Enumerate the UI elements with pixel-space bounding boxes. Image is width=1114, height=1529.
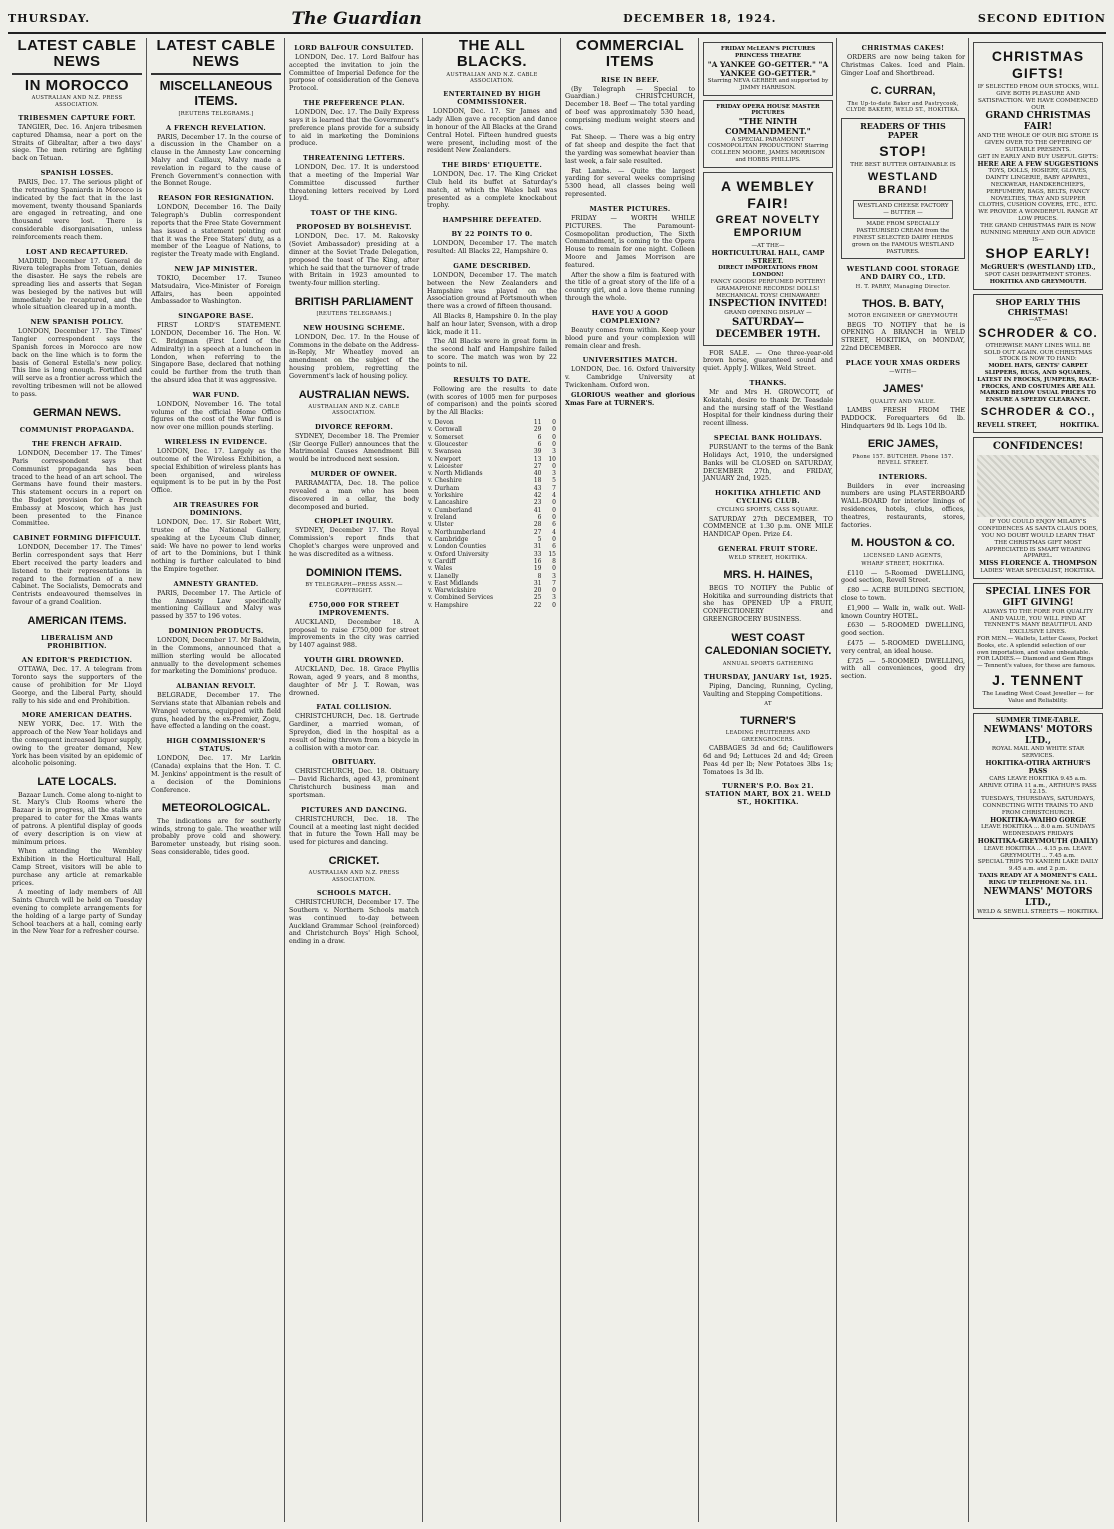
article-text: AUCKLAND, Dec. 18. Grace Phyllis Rowan, aged 9 years, and 8 months, daughter of Mr J. T. Rowan, was drowned.: [289, 665, 419, 697]
section-head: BY 22 POINTS TO 0.: [451, 230, 533, 239]
article-text: NEW YORK, Dec. 17. With the approach of the New Year holidays and the consequent increased liquor supply, owing to the greater demand, New York has been visited by an epidemic of alcoholic poisoning.: [12, 720, 142, 768]
illustration-image: [977, 455, 1099, 517]
article-text: PARIS, December 17. The Article of the Amnesty Law specifically mentioning Caillaux and Malvy was passed by 357 to 196 votes.: [151, 588, 281, 621]
table-cell: 4: [552, 492, 556, 500]
property-listing: £475 — 5-ROOMED DWELLING, very central, an ideal house.: [841, 639, 965, 655]
table-cell: v. North Midlands: [428, 470, 483, 478]
advert-confidences: CONFIDENCES! IF YOU COULD ENJOY MILADY'S CONFIDENCES AS SANTA CLAUS DOES, YOU NO DOUBT WOULD LEARN THAT THE CHRISTMAS GIFT MOST APPRECIATED IS SMART WEARING APPAREL. MISS FLORENCE A. THOMPSON LADIES' WEAR SPECIALIST, HOKITIKA.: [973, 437, 1103, 579]
section-head: THANKS.: [749, 378, 787, 387]
table-cell: 7: [552, 579, 556, 587]
table-row: [427, 602, 557, 609]
table-cell: v. Somerset: [428, 433, 464, 441]
section-head: RISE IN BEEF.: [601, 75, 659, 84]
section-head: LIBERALISM AND PROHIBITION.: [40, 634, 114, 651]
table-row: [427, 426, 557, 433]
table-cell: 6: [552, 521, 556, 529]
article-text: LONDON, December 17. Mr Baldwin, in the Commons, announced that a million sterling would be allocated annually to the development schemes for marketing the Dominions' produce.: [151, 636, 281, 676]
column-5: [560, 38, 699, 1522]
property-listing: £1,900 — Walk in, walk out. Well-known Country HOTEL.: [841, 603, 965, 620]
table-row: [427, 441, 557, 448]
subhead: MOTOR ENGINEER OF GREYMOUTH: [848, 313, 958, 320]
article-text: A meeting of lady members of All Saints Church will be held on Tuesday evening to complete arrangements for the holding of a large party of Sunday School teachers at a hall, coming early in the New Year for a refresher course.: [12, 888, 142, 936]
section-head: RESULTS TO DATE.: [453, 375, 531, 384]
table-cell: 8: [537, 572, 542, 580]
table-row: [427, 536, 557, 543]
article-text: Bazaar Lunch. Come along to-night to St. Mary's Club Rooms where the Bazaar is in progress, all the stalls are prepared to cater for the Xmas wants of patrons. A plentiful display of goods of every description is on view at minimum prices.: [12, 790, 142, 846]
section-head: DIVORCE REFORM.: [314, 422, 394, 431]
table-row: [427, 492, 557, 499]
subhead: AT: [764, 700, 772, 707]
section-head: HIGH COMMISSIONER'S STATUS.: [166, 737, 266, 754]
advert-name: ERIC JAMES,: [867, 438, 939, 451]
subhead: LEADING FRUITERERS AND GREENGROCERS.: [725, 730, 811, 743]
advert-name: THOS. B. BATY,: [862, 297, 944, 310]
article-text: PARIS, Dec. 17. The serious plight of the retreating Spaniards in Morocco is indicated by the fact that in the last movement, twenty thousand Spaniards are engaged in retreating, and one thousand were lost. There is considerable disorganisation, unless reinforcements reach them.: [12, 178, 142, 241]
subhead: WELD STREET, HOKITIKA.: [728, 555, 808, 562]
advert-text: LAMBS FRESH FROM THE PADDOCK. Forequarters 6d lb. Hindquarters 9d lb. Legs 10d lb.: [841, 405, 965, 430]
table-cell: 25: [533, 594, 542, 602]
table-cell: 28: [533, 521, 542, 529]
section-head: NEW JAP MINISTER.: [174, 265, 258, 273]
article-text: LONDON, Dec. 17. The King Cricket Club held its buffet at Saturday's match, at which the Wales ball was presented as a complete knockabout trophy.: [427, 170, 557, 210]
table-cell: 3: [552, 572, 556, 580]
headline: THE ALL BLACKS.: [456, 38, 528, 70]
section-head: PLACE YOUR XMAS ORDERS: [845, 358, 961, 367]
column-6: [698, 38, 837, 1522]
subhead: ANNUAL SPORTS GATHERING: [722, 660, 814, 667]
table-cell: 33: [533, 550, 542, 558]
section-head: NEW HOUSING SCHEME.: [303, 323, 405, 332]
masthead-date: DECEMBER 18, 1924.: [623, 12, 777, 26]
section-head: SPANISH LOSSES.: [40, 169, 114, 178]
table-cell: 3: [552, 470, 556, 478]
table-row: [427, 514, 557, 521]
section-head: THURSDAY, JANUARY 1st, 1925.: [703, 673, 833, 681]
article-text: LONDON, Dec. 17. Sir James and Lady Allen gave a reception and dance in honour of the All Blacks at the Grand Central Hotel. Fifteen hundred guests were present, including most of the resident New Zealanders.: [427, 107, 557, 155]
section-head: THE FRENCH AFRAID.: [31, 440, 123, 449]
table-cell: v. Durham: [428, 484, 460, 492]
section-head: CABINET FORMING DIFFICULT.: [12, 534, 141, 543]
table-row: [427, 485, 557, 492]
article-text: LONDON, Dec. 17. In the House of Commons in the debate on the Address-in-Reply, Mr Wheatley moved an amendment on the subject of the housing problem, regretting the Government's lack of housing policy.: [289, 332, 419, 380]
article-text: LONDON, December 17. The Times' Tangier correspondent says the Spanish forces in Morocco are now back on the line which is to form the basis of General Estella's new policy. This line is long enough. Fortified and will serve as a frontier across which the revolting tribesmen will not be allowed to pass.: [12, 327, 142, 398]
masthead-day: THURSDAY.: [8, 12, 91, 26]
headline: DOMINION ITEMS.: [306, 566, 402, 579]
section-head: SPECIAL BANK HOLIDAYS.: [713, 434, 823, 443]
article-text: LONDON, Dec. 17. M. Rakovsky (Soviet Ambassador) presiding at a dinner at the Soviet Trade Delegation, proposed the toast of The King, after which he said that the turnover of trade with Britain in 1923 amounted to twenty-four million sterling.: [289, 232, 419, 288]
table-cell: 27: [533, 462, 542, 470]
article-text: LONDON, Dec. 17. It is understood that a meeting of the Imperial War Committee discussed further threatening letters received by Lord Lloyd.: [289, 163, 419, 203]
table-cell: 6: [552, 543, 556, 551]
advert-text: FOR SALE. — One three-year-old brown horse, guaranteed sound and quiet. Apply J. Wilkes, Weld Street.: [703, 348, 833, 373]
masthead: [8, 6, 1106, 34]
section-head: THREATENING LETTERS.: [303, 154, 405, 163]
column-4: [422, 38, 561, 1522]
table-row: [427, 558, 557, 565]
table-cell: 23: [533, 499, 542, 507]
article-text: LONDON, December 17. The match between the New Zealanders and Hampshire was played on the Association ground at Portsmouth when there was a crowd of fifteen thousand.: [427, 270, 557, 311]
advert-name: C. CURRAN,: [870, 85, 936, 98]
table-cell: 15: [548, 550, 556, 558]
section-head: PROPOSED BY BOLSHEVIST.: [296, 223, 412, 232]
property-listing: £630 — 5-ROOMED DWELLING, good section.: [841, 621, 965, 638]
table-cell: 0: [552, 535, 556, 543]
advert-tennent: SPECIAL LINES FOR GIFT GIVING! ALWAYS TO THE FORE FOR QUALITY AND VALUE, YOU WILL FIND AT TENNENT'S MANY BEAUTIFUL AND EXCLUSIVE LINES. FOR MEN.— Wallets, Letter Cases, Pocket Books, etc. A splendid selection of our own importation, and value unbeatable. FOR LADIES.— Diamond and Gem Rings — Tennent's values, for these are famous. J. TENNENT The Leading West Coast Jeweller — for Value and Reliability.: [973, 583, 1103, 709]
table-cell: 5: [552, 477, 556, 485]
section-head: PICTURES AND DANCING.: [301, 805, 407, 814]
table-cell: 5: [537, 535, 542, 543]
table-cell: 13: [533, 455, 542, 463]
headline: MISCELLANEOUS ITEMS.: [159, 77, 273, 109]
article-text: PARIS, December 17. In the course of a discussion in the Chamber on a clause in the Amnesty Law concerning Malvy and Caillaux, Malvy made a revelation in regard to the cause of French Government's connection with the Bonnet Rouge.: [151, 132, 281, 188]
article-text: CHRISTCHURCH, Dec. 18. Obituary — David Richards, aged 43, prominent Christchurch business man and sportsman.: [289, 767, 419, 799]
masthead-edition: SECOND EDITION: [977, 12, 1106, 26]
table-cell: 7: [552, 484, 556, 492]
column-1: [8, 38, 146, 1522]
table-cell: v. Cornwall: [428, 426, 462, 434]
section-head: OBITUARY.: [331, 758, 377, 767]
results-table: [427, 419, 557, 609]
article-text: TANGIER, Dec. 16. Anjera tribesmen captured Dhamsa, near a port on the Straits of Gibraltar, after a two days' siege. The men retiring are fighting back on Tetuan.: [12, 122, 142, 163]
headline: IN MOROCCO: [24, 76, 130, 94]
article-text: LONDON, November 16. The total volume of the official Home Office figures on the cost of the War fund is now over one million pounds sterling.: [151, 399, 281, 432]
table-row: [427, 463, 557, 470]
article-text: CHRISTCHURCH, December 17. The Southern v. Northern Schools match was continued to-day between Auckland Grammar School (reinforced) and Christchurch Boys' High School, ending in a draw.: [289, 898, 419, 946]
table-cell: 0: [552, 587, 556, 595]
section-head: THE BIRDS' ETIQUETTE.: [441, 161, 543, 170]
advert-christmas-gifts: CHRISTMAS GIFTS! IF SELECTED FROM OUR STOCKS, WILL GIVE BOTH PLEASURE AND SATISFACTION. WE HAVE COMMENCED OUR GRAND CHRISTMAS FAIR! AND THE WHOLE OF OUR BIG STORE IS GIVEN OVER TO THE OFFERING OF SUITABLE PRESENTS. GET IN EARLY AND BUY USEFUL GIFTS: HERE ARE A FEW SUGGESTIONS TOYS, DOLLS, HOSIERY, GLOVES, DAINTY LINGERIE, BABY APPAREL, NECKWEAR, HANDKERCHIEFS, PERFUMERY, BAGS, BELTS, FANCY NOVELTIES, TRAY AND SUPPER CLOTHS, CUSHION COVERS, ETC., ETC. WE PROVIDE A WONDERFUL RANGE AT LOW PRICES. THE GRAND CHRISTMAS FAIR IS NOW RUNNING MERRILY AND OUR ADVICE IS— SHOP EARLY! McGRUER'S (WESTLAND) LTD., SPOT CASH DEPARTMENT STORES. HOKITIKA AND GREYMOUTH.: [973, 42, 1103, 290]
table-cell: 40: [533, 470, 542, 478]
article-text: (By Telegraph — Special to Guardian.) CHRISTCHURCH, December 18. Beef — The total yarding of beef was approximately 530 head, comprising medium weight steers and cows.: [565, 84, 695, 132]
article-text: LONDON, Dec. 17. The Daily Express says it is learned that the Government's preference plans provide for a subsidy to aid in marketing the Dominions produce.: [289, 108, 419, 148]
headline: AUSTRALIAN NEWS.: [298, 388, 410, 401]
advert-name: WEST COAST CALEDONIAN SOCIETY.: [704, 631, 832, 658]
table-cell: 42: [533, 492, 542, 500]
subhead: CYCLING SPORTS, CASS SQUARE.: [716, 507, 820, 514]
table-cell: 6: [537, 440, 542, 448]
section-head: YOUTH GIRL DROWNED.: [304, 656, 404, 665]
table-cell: 0: [552, 601, 556, 609]
section-head: DOMINION PRODUCTS.: [168, 627, 264, 636]
headline: LATE LOCALS.: [37, 776, 117, 789]
headline: LATEST CABLE NEWS: [17, 38, 137, 70]
article-text: After the show a film is featured with the title of a great story of the life of a country girl, and a love theme running through the whole.: [565, 270, 695, 303]
table-row: [427, 507, 557, 514]
table-cell: v. Yorkshire: [428, 492, 464, 500]
section-head: FATAL COLLISION.: [316, 703, 392, 712]
section-head: TRIBESMEN CAPTURE FORT.: [18, 113, 136, 122]
table-cell: v. Warwickshire: [428, 587, 476, 595]
table-cell: 0: [552, 506, 556, 514]
table-cell: v. Cheshire: [428, 477, 462, 485]
subhead: BY TELEGRAPH—PRESS ASSN.—COPYRIGHT.: [305, 582, 403, 595]
table-cell: 29: [533, 426, 542, 434]
table-cell: v. Northumberland: [428, 528, 486, 536]
section-head: GAME DESCRIBED.: [453, 261, 531, 270]
article-text: Following are the results to date (with scores of 1005 men for purposes of comparison) and the points scored by the All Blacks:: [427, 384, 557, 417]
table-cell: 16: [533, 557, 542, 565]
subhead: [REUTERS TELEGRAMS.]: [178, 111, 254, 118]
advert-text: BEGS TO NOTIFY the Public of Hokitika and surrounding districts that she has OPENED UP a FRUIT, CONFECTIONERY and GREENGROCERY BUSINESS.: [703, 583, 833, 624]
article-text: CHRISTCHURCH, Dec. 18. Gertrude Gardiner, a married woman, of Spreydon, died in the hospital as a result of being thrown from a bicycle in a collision with a motor car.: [289, 712, 419, 752]
table-cell: v. London Counties: [428, 543, 487, 551]
section-head: SCHOOLS MATCH.: [316, 889, 392, 898]
table-row: [427, 470, 557, 477]
table-cell: 39: [533, 448, 542, 456]
article-text: LONDON, Dec. 17. Mr Larkin (Canada) explains that the Hon. T. C. M. Jenkins' appointment is the result of a decision of the Dominions Conference.: [151, 754, 281, 794]
article-text: FIRST LORD'S STATEMENT. LONDON, December 16. The Hon. W. C. Bridgman (First Lord of the Admiralty) in a speech at a luncheon in London, when referring to the Singapore Base, declared that nothing could be further from the truth than the absurd idea that it was aggressive.: [151, 321, 281, 384]
advert-text: ORDERS are now being taken for Christmas Cakes. Iced and Plain. Ginger Loaf and Shortbread.: [841, 53, 965, 77]
article-text: LONDON, Dec. 17. Largely as the outcome of the Wireless Exhibition, a special Exhibition of wireless plants has been organised, and wireless equipment is to be put in by the Post Office.: [151, 447, 281, 495]
article-text: Fat Lambs. — Quite the largest yarding for several weeks comprising 5300 head, all classes being well represented.: [565, 166, 695, 199]
article-text: LONDON, Dec. 17. Sir Robert Witt, trustee of the National Gallery, speaking at the Lyceum Club dinner, said: We have no power to lend works of art to the Dominions, but I think nothing is further calculated to bind the Empire together.: [151, 518, 281, 573]
section-head: WIRELESS IN EVIDENCE.: [164, 438, 268, 447]
table-row: [427, 594, 557, 601]
subhead: AUSTRALIAN AND N.Z. CABLE ASSOCIATION.: [446, 71, 538, 84]
subhead: WHARF STREET, HOKITIKA.: [861, 561, 945, 568]
table-cell: 27: [533, 528, 542, 536]
article-text: SYDNEY, December 18. The Premier (Sir George Fuller) announces that the Matrimonial Causes Amendment Bill would be introduced next session.: [289, 431, 419, 464]
table-cell: 3: [552, 594, 556, 602]
section-head: £750,000 FOR STREET IMPROVEMENTS.: [308, 600, 400, 617]
table-cell: 10: [548, 455, 556, 463]
article-text: OTTAWA, Dec. 17. A telegram from Toronto says the supporters of the cause of prohibition for Mr Lloyd George, and the Liberal Party, should rally to his side and end Prohibition.: [12, 665, 142, 705]
table-cell: v. Llanelly: [428, 572, 459, 580]
headline: GERMAN NEWS.: [33, 406, 121, 419]
article-text: TOKIO, December 17. Tsuneo Matsudaira, Vice-Minister of Foreign Affairs, has been appointed Ambassador to Washington.: [151, 274, 281, 306]
article-text: Fat Sheep. — There was a big entry of fat sheep and despite the fact that the yarding was somewhat heavier than last week, a fair sale resulted.: [565, 133, 695, 165]
table-cell: v. Hampshire: [428, 601, 469, 609]
table-row: [427, 580, 557, 587]
table-cell: 6: [537, 433, 542, 441]
table-cell: v. Leicester: [428, 462, 463, 470]
article-text: AUCKLAND, December 18. A proposal to raise £750,000 for street improvements in the city was carried by 1407 against 988.: [289, 617, 419, 650]
table-cell: 19: [533, 565, 542, 573]
advert-text: Piping, Dancing, Running, Cycling, Vaulting and Stepping Competitions.: [703, 682, 833, 698]
article-text: LONDON, Dec. 17. Lord Balfour has accepted the invitation to join the Committee of Imperial Defence for the purpose of consideration of the Geneva Protocol.: [289, 53, 419, 93]
table-cell: 4: [552, 528, 556, 536]
table-cell: v. East Midlands: [428, 579, 479, 587]
table-cell: 31: [533, 543, 542, 551]
section-head: MASTER PICTURES.: [589, 204, 671, 213]
subhead: —WITH—: [889, 368, 917, 375]
headline: LATEST CABLE NEWS: [156, 38, 276, 70]
table-row: [427, 529, 557, 536]
subhead: The Up-to-date Baker and Pastrycook, CLYDE BAKERY, WELD ST., HOKITIKA.: [846, 100, 960, 114]
table-row: [427, 587, 557, 594]
table-cell: v. Swansea: [428, 448, 462, 456]
table-cell: v. Gloucester: [428, 440, 468, 448]
section-head: CHOPLET INQUIRY.: [314, 517, 394, 526]
section-head: A FRENCH REVELATION.: [165, 123, 267, 132]
table-row: [427, 551, 557, 558]
headline: BRITISH PARLIAMENT: [294, 296, 414, 309]
article-text: LONDON, Dec. 16. Oxford University v. Cambridge University at Twickenham. Oxford won.: [565, 365, 695, 390]
headline: METEOROLOGICAL.: [161, 802, 271, 815]
section-head: INTERIORS.: [878, 472, 928, 481]
section-head: LOST AND RECAPTURED.: [25, 247, 129, 256]
table-row: [427, 521, 557, 528]
property-listing: £110 — 5-Roomed DWELLING, good section, Revell Street.: [841, 568, 965, 585]
article-text: LONDON, December 17. The match resulted: All Blacks 22, Hampshire 0.: [427, 239, 557, 256]
table-cell: 43: [533, 484, 542, 492]
article-text: CHRISTCHURCH, Dec. 18. The Council at a meeting last night decided that in future the Town Hall may be used for pictures and dancing.: [289, 814, 419, 847]
table-cell: 20: [533, 587, 542, 595]
table-cell: 3: [552, 448, 556, 456]
article-text: All Blacks 8, Hampshire 0. In the play half an hour later, Svenson, with a drop kick, made it 11.: [427, 312, 557, 336]
advert-opera-house: FRIDAY OPERA HOUSE MASTER PICTURES "THE NINTH COMMANDMENT." A SPECIAL PARAMOUNT COSMOPOLITAN PRODUCTION! Starring COLLEEN MOORE, JAMES MORRISON and HOBBS PHILLIPS.: [703, 100, 833, 168]
table-cell: 0: [552, 426, 556, 434]
table-row: [427, 499, 557, 506]
headline: COMMERCIAL ITEMS: [575, 38, 685, 70]
table-cell: 0: [552, 565, 556, 573]
table-cell: 0: [552, 514, 556, 522]
article-text: The All Blacks were in great form in the second half and Hampshire failed to score. The match was won by 22 points to nil.: [427, 337, 557, 369]
section-head: AMNESTY GRANTED.: [173, 579, 259, 588]
subhead: [REUTERS TELEGRAMS.]: [316, 311, 392, 318]
table-cell: v. Ulster: [428, 521, 454, 529]
subhead: AUSTRALIAN AND N.Z. PRESS ASSOCIATION.: [308, 870, 400, 883]
article-text: LONDON, December 17. The Times' Berlin correspondent says that Herr Ebert received the party leaders and listened to their representations in regard to the formation of a new Cabinet. The Socialists, Democrats and Centrists endeavoured themselves in favour of a grand Coalition.: [12, 543, 142, 606]
section-head: MURDER OF OWNER.: [310, 470, 398, 479]
article-text: FRIDAY — WORTH WHILE PICTURES. The Paramount-Cosmopolitan production, The Sixth Commandment, is coming to the Opera House to remain for one night. Colleen Moore and James Morrison are featured.: [565, 213, 695, 269]
section-head: WAR FUND.: [192, 390, 240, 399]
section-head: SINGAPORE BASE.: [178, 312, 254, 321]
advert-wembley-fair: A WEMBLEY FAIR! GREAT NOVELTY EMPORIUM —AT THE— HORTICULTURAL HALL, CAMP STREET. DIRECT IMPORTATIONS FROM LONDON! FANCY GOODS! PERFUMED POTTERY! GRAMAPHONE RECORDS! DOLLS! MECHANICAL TOYS! CHINAWARE! INSPECTION INVITED! GRAND OPENING DISPLAY — SATURDAY—DECEMBER 19TH.: [703, 172, 833, 346]
table-cell: 41: [533, 506, 542, 514]
masthead-title: The Guardian: [291, 8, 422, 29]
table-row: [427, 434, 557, 441]
section-head: HAMPSHIRE DEFEATED.: [442, 216, 542, 225]
table-row: [427, 573, 557, 580]
property-listing: £725 — 5-ROOMED DWELLING, with all conveniences, good dry section.: [841, 656, 965, 681]
table-cell: 31: [533, 579, 542, 587]
article-text: When attending the Wembley Exhibition in the Horticultural Hall, Camp Street, visitors will be able to purchase any article at remarkable prices.: [12, 847, 142, 887]
section-head: LORD BALFOUR CONSULTED.: [294, 44, 414, 52]
section-head: HAVE YOU A GOOD COMPLEXION?: [591, 308, 669, 325]
table-row: [427, 565, 557, 572]
section-head: THE PREFERENCE PLAN.: [303, 99, 405, 108]
advert-text: CABBAGES 3d and 6d; Cauliflowers 6d and 9d; Lettuces 2d and 4d; Green Peas 4d per lb; New Potatoes 3lbs 1s; Tomatoes 1s 3d lb.: [703, 744, 833, 776]
table-cell: v. Wales: [428, 565, 453, 573]
table-cell: 0: [552, 499, 556, 507]
table-row: [427, 543, 557, 550]
table-cell: 0: [552, 440, 556, 448]
subhead: LICENSED LAND AGENTS,: [863, 552, 943, 559]
table-cell: 18: [533, 477, 542, 485]
article-text: The indications are for southerly winds, strong to gale. The weather will probably prove cold and showery. Barometer unsteady, but rising soon. Seas considerable, tides good.: [151, 816, 281, 856]
section-head: GENERAL FRUIT STORE.: [718, 545, 818, 553]
headline: CRICKET.: [328, 854, 380, 867]
section-head: ENTERTAINED BY HIGH COMMISSIONER.: [443, 90, 541, 107]
advert-name: TURNER'S: [740, 715, 796, 727]
advert-text: GLORIOUS weather and glorious Xmas Fare at TURNER'S.: [565, 390, 695, 407]
headline: AMERICAN ITEMS.: [27, 614, 127, 627]
article-text: BELGRADE, December 17. The Servians state that Albanian rebels and Wrangel veterans, equipped with field guns, headed by the ex-Premier, Zogu, have effected a landing on the coast.: [151, 691, 281, 731]
table-cell: v. Devon: [428, 418, 454, 426]
article-text: PARRAMATTA, Dec. 18. The police revealed a man who has been discovered in a cellar, the body decomposed and buried.: [289, 479, 419, 511]
table-cell: v. Newport: [428, 455, 462, 463]
advert-name: MRS. H. HAINES,: [723, 569, 813, 582]
table-cell: v. Cardiff: [428, 557, 456, 565]
column-3: [284, 38, 423, 1522]
subhead: Phone 157. BUTCHER. Phone 157. REVELL STREET.: [852, 453, 954, 467]
table-cell: v. Cambridge: [428, 535, 469, 543]
table-row: [427, 477, 557, 484]
section-head: NEW SPANISH POLICY.: [30, 318, 124, 327]
section-head: HOKITIKA ATHLETIC AND CYCLING CLUB.: [715, 489, 821, 506]
article-text: MADRID, December 17. General de Rivera telegraphs from Tetuan, denies the disaster. He says the rebels are spreading lies and asserts that Segan was besieged by the natives but will immediately be recaptured, and the whole situation cleared up in a month.: [12, 256, 142, 312]
section-head: UNIVERSITIES MATCH.: [582, 356, 678, 365]
advert-text: Mr and Mrs H. GROWCOTT, of Kokatahi, desire to thank Dr. Teasdale and the nursing staff of the Westland Hospital for their kindness during their recent illness.: [703, 388, 833, 428]
article-text: SYDNEY, December 17. The Royal Commission's report finds that Choplet's charges were unproved and he was discredited as a witness.: [289, 526, 419, 558]
advert-text: Builders in ever increasing numbers are using PLASTERBOARD WALL-BOARD for interior linings of residences, hotels, clubs, offices, theatres, restaurants, stores, factories.: [841, 481, 965, 529]
table-cell: 22: [533, 601, 542, 609]
table-cell: v. Lancashire: [428, 499, 469, 507]
article-text: Beauty comes from within. Keep your blood pure and your complexion will remain clear and fresh.: [565, 325, 695, 350]
advert-westland-brand: READERS OF THIS PAPER STOP! THE BEST BUTTER OBTAINABLE IS WESTLAND BRAND! WESTLAND CHEESE FACTORY — BUTTER — MADE FROM SPECIALLY PASTEURISED CREAM from the FINEST SELECTED DAIRY HERDS grown on the FAMOUS WESTLAND PASTURES.: [841, 118, 965, 260]
table-cell: 0: [552, 462, 556, 470]
table-cell: 0: [552, 433, 556, 441]
subhead: AUSTRALIAN AND N.Z. PRESS ASSOCIATION.: [31, 95, 123, 108]
section-head: AN EDITOR'S PREDICTION.: [21, 656, 133, 665]
section-head: REASON FOR RESIGNATION.: [158, 194, 274, 203]
advert-name: JAMES': [882, 383, 924, 396]
advert-text: PURSUANT to the terms of the Bank Holidays Act, 1910, the undersigned Banks will be CLOSED on SATURDAY, DECEMBER 27th, and FRIDAY, JANUARY 2nd, 1925.: [703, 443, 833, 483]
article-text: LONDON, December 17. The Times' Paris correspondent says that Communist propaganda has been traced to the head of an art school. The Germans have found their masters. This statement occurs in a report on the Budget provision for a French Embassy at Moscow, which has just been presented to the Finance Committee.: [12, 449, 142, 528]
section-head: AIR TREASURES FOR DOMINIONS.: [173, 501, 259, 518]
section-head: ALBANIAN REVOLT.: [176, 682, 256, 691]
section-head: MORE AMERICAN DEATHS.: [21, 711, 133, 720]
section-head: COMMUNIST PROPAGANDA.: [19, 426, 135, 435]
table-cell: v. Oxford University: [428, 550, 489, 558]
table-row: [427, 448, 557, 455]
advert-newmans-timetable: SUMMER TIME-TABLE. NEWMANS' MOTORS LTD., ROYAL MAIL AND WHITE STAR SERVICES. HOKITIKA-OTIRA ARTHUR'S PASS CARS LEAVE HOKITIKA 9.45 a.m. ARRIVE OTIRA 11 a.m., ARTHUR'S PASS 12.15. TUESDAYS, THURSDAYS, SATURDAYS, CONNECTING WITH TRAINS TO AND FROM CHRISTCHURCH. HOKITIKA-WAIHO GORGE LEAVE HOKITIKA ... 8.0 a.m. SUNDAYS WEDNESDAYS FRIDAYS HOKITIKA-GREYMOUTH (DAILY) LEAVE HOKITIKA ... 4.15 p.m. LEAVE GREYMOUTH ... 7.45 a.m. SPECIAL TRIPS TO KANIERI LAKE DAILY 9.45 a.m. and 2 p.m. TAXIS READY AT A MOMENT'S CALL. RING UP TELEPHONE No. 111. NEWMANS' MOTORS LTD., WELD & SEWELL STREETS — HOKITIKA.: [973, 713, 1103, 920]
table-cell: 11: [533, 418, 542, 426]
subhead: QUALITY AND VALUE.: [870, 398, 936, 405]
table-cell: 6: [537, 514, 542, 522]
property-listing: £80 — ACRE BUILDING SECTION, close to town.: [841, 586, 965, 602]
table-cell: 8: [552, 557, 556, 565]
section-head: TOAST OF THE KING.: [310, 209, 398, 218]
section-head: CHRISTMAS CAKES!: [861, 44, 945, 52]
advert-schroder: SHOP EARLY THIS CHRISTMAS! —AT— SCHRODER & CO. OTHERWISE MANY LINES WILL BE SOLD OUT AGAIN. OUR CHRISTMAS STOCK IS NOW TO HAND: MODEL HATS, GENTS' CARPET SLIPPERS, RUGS, AND SQUARES, LATEST IN FROCKS, JUMPERS, RACE-FROCKS, AND COSTUMES ARE ALL MARKED BELOW USUAL PRICES TO ENSURE A SPEEDY CLEARANCE. SCHRODER & CO., REVELL STREET, HOKITIKA.: [973, 294, 1103, 433]
column-2: [146, 38, 285, 1522]
section-head: WESTLAND COOL STORAGE AND DAIRY CO., LTD.: [846, 265, 960, 282]
table-cell: v. Ireland: [428, 514, 457, 522]
column-8: [968, 38, 1107, 1522]
advert-name: M. HOUSTON & CO.: [851, 537, 955, 550]
section-head: TURNER'S P.O. Box 21. STATION MART, BOX 21. WELD ST., HOKITIKA.: [705, 782, 831, 807]
advert-mcleans: FRIDAY McLEAN'S PICTURES PRINCESS THEATRE "A YANKEE GO-GETTER." "A YANKEE GO-GETTER." Starring NEVA GERBER and supported by JIMMY HARRISON.: [703, 42, 833, 96]
table-row: [427, 456, 557, 463]
subhead: AUSTRALIAN AND N.Z. CABLE ASSOCIATION.: [308, 404, 400, 417]
table-cell: 0: [552, 418, 556, 426]
advert-text: BEGS TO NOTIFY that he is OPENING A BRANCH in WELD STREET, HOKITIKA, on MONDAY, 22nd DECEMBER.: [841, 320, 965, 353]
column-7: [836, 38, 969, 1522]
advert-text: SATURDAY 27th DECEMBER, TO COMMENCE at 1.30 p.m. ONE MILE HANDICAP Open. Prize £4.: [703, 514, 833, 539]
table-cell: v. Cumberland: [428, 506, 473, 514]
subhead: H. T. PARRY, Managing Director.: [855, 283, 951, 290]
table-cell: v. Combined Services: [428, 594, 494, 602]
table-row: [427, 419, 557, 426]
article-text: LONDON, December 16. The Daily Telegraph's Dublin correspondent reports that the Free State Government has issued a statement pointing out that it was the Free Staters' duty, as a member of the League of Nations, to register the Treaty made with England.: [151, 203, 281, 259]
